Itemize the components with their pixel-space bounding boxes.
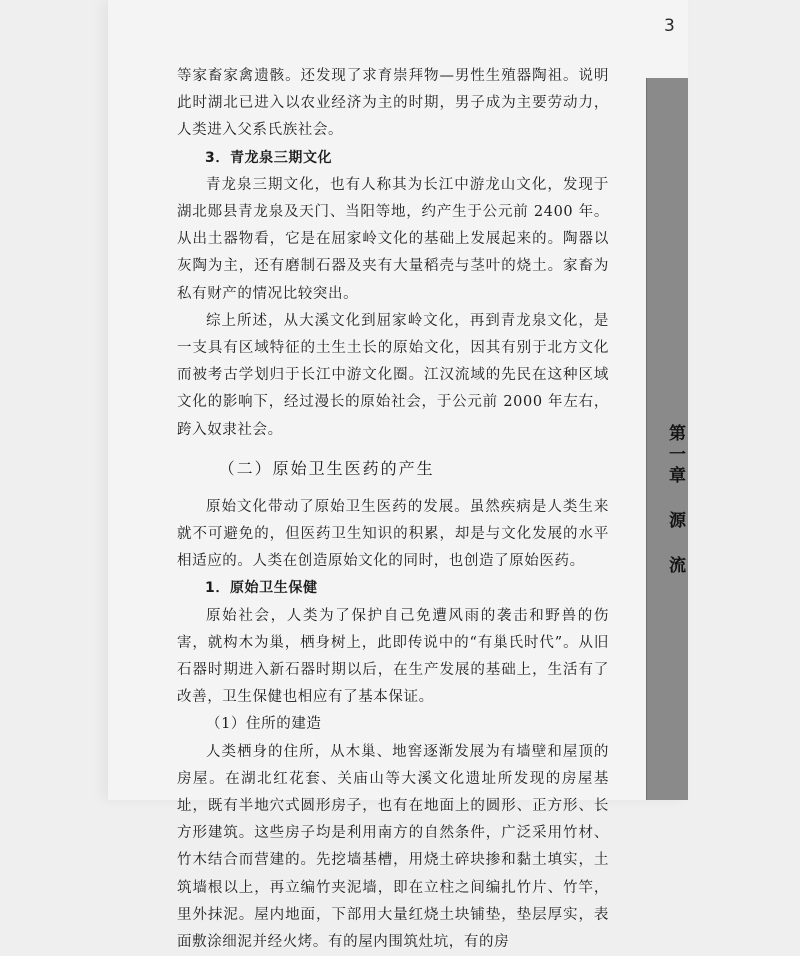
chapter-tab-label: 第一章 源 流 — [665, 424, 685, 577]
paragraph: 原始社会，人类为了保护自己免遭风雨的袭击和野兽的伤害，就构木为巢，栖身树上，此即传说中的“有巢氏时代”。从旧石器时期进入新石器时期以后，在生产发展的基础上，生活有了改善，卫生保健也相应有了基本保证。 — [177, 607, 609, 706]
paragraph: 综上所述，从大溪文化到屈家岭文化，再到青龙泉文化，是一支具有区域特征的土生土长的原始文化，因其有别于北方文化而被考古学划归于长江中游文化圈。江汉流域的先民在这种区域文化的影响下，经过漫长的原始社会，于公元前 2000 年左右，跨入奴隶社会。 — [177, 312, 609, 438]
subsection-heading-hygiene: 1．原始卫生保健 — [205, 580, 318, 597]
sub-heading-dwelling: （1）住所的建造 — [206, 716, 322, 733]
subsection-heading-qinglongquan: 3．青龙泉三期文化 — [205, 149, 333, 166]
page-number: 3 — [664, 16, 675, 36]
paragraph: 青龙泉三期文化，也有人称其为长江中游龙山文化，发现于湖北郧县青龙泉及天门、当阳等地，约产生于公元前 2400 年。从出土器物看，它是在屈家岭文化的基础上发展起来的。陶器以灰陶为主，还有磨制石器及夹有大量稻壳与茎叶的烧土。家畜为私有财产的情况比较突出。 — [177, 176, 609, 302]
paragraph: 人类栖身的住所，从木巢、地窖逐渐发展为有墙壁和屋顶的房屋。在湖北红花套、关庙山等大溪文化遗址所发现的房屋基址，既有半地穴式圆形房子，也有在地面上的圆形、正方形、长方形建筑。这些房子均是利用南方的自然条件，广泛采用竹材、竹木结合而营建的。先挖墙基槽，用烧土碎块掺和黏土填实，土筑墙根以上，再立编竹夹泥墙，即在立柱之间编扎竹片、竹竿，里外抹泥。屋内地面，下部用大量红烧土块铺垫，垫层厚实，表面敷涂细泥并经火烤。有的屋内围筑灶坑，有的房 — [177, 743, 609, 951]
paragraph: 原始文化带动了原始卫生医药的发展。虽然疾病是人类生来就不可避免的，但医药卫生知识的积累，却是与文化发展的水平相适应的。人类在创造原始文化的同时，也创造了原始医药。 — [177, 498, 609, 570]
section-title: （二）原始卫生医药的产生 — [218, 458, 435, 478]
page-body — [177, 63, 609, 956]
paragraph: 等家畜家禽遗骸。还发现了求育崇拜物—男性生殖器陶祖。说明此时湖北已进入以农业经济为主的时期，男子成为主要劳动力，人类进入父系氏族社会。 — [177, 68, 609, 139]
chapter-side-tab — [646, 78, 688, 800]
